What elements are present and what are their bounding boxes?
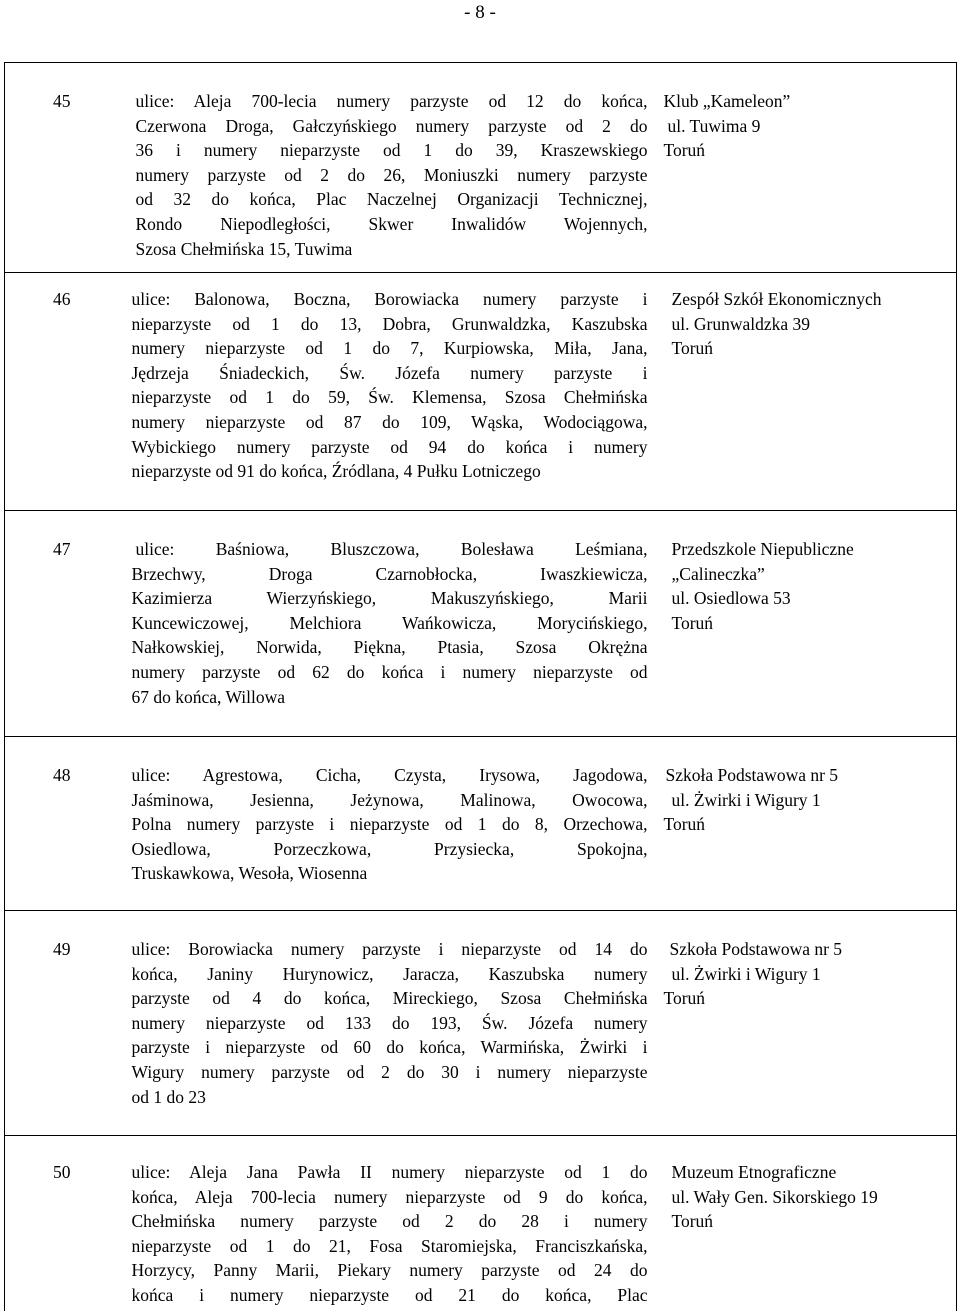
district-number: 45: [5, 63, 122, 273]
streets-line: numery parzyste od 62 do końca i numery nieparzyste od: [131, 661, 648, 682]
streets-line: ulice: Aleja 700-lecia numery parzyste od 12 do końca,: [135, 91, 648, 111]
streets-line: ulice: Aleja Jana Pawła II numery nieparzyste od 1 do: [131, 1162, 648, 1182]
district-number: 48: [5, 737, 122, 911]
streets-line: parzyste od 4 do końca, Mireckiego, Szosa Chełmińska: [131, 988, 648, 1009]
station-address: ul. Wały Gen. Sikorskiego 19: [671, 1186, 878, 1207]
table-row: [5, 737, 957, 911]
polling-station: [656, 1136, 957, 1311]
station-name: Szkoła Podstawowa nr 5: [665, 765, 839, 785]
streets-line: Kuncewiczowej, Melchiora Wańkowicza, Morycińskiego,: [131, 612, 648, 633]
station-name-quoted: „Calineczka”: [671, 563, 765, 584]
streets-line: Jaśminowa, Jesienna, Jeżynowa, Malinowa, Owocowa,: [131, 789, 648, 810]
streets-line: Horzycy, Panny Marii, Piekary numery parzyste od 24 do: [131, 1260, 648, 1281]
streets-line: końca, Janiny Hurynowicz, Jaracza, Kaszubska numery: [131, 963, 648, 984]
streets-line: Nałkowskiej, Norwida, Piękna, Ptasia, Szosa Okrężna: [131, 637, 648, 658]
polling-station: [656, 911, 957, 1136]
station-name: Klub „Kameleon”: [663, 91, 791, 111]
table-row: [5, 1136, 957, 1311]
streets-line: nieparzyste od 91 do końca, Źródlana, 4 Pułku Lotniczego: [131, 461, 541, 482]
streets-line: nieparzyste od 1 do 59, Św. Klemensa, Szosa Chełmińska: [131, 387, 648, 408]
streets-line: Chełmińska numery parzyste od 2 do 28 i numery: [131, 1211, 648, 1232]
streets-line: Osiedlowa, Porzeczkowa, Przysiecka, Spokojna,: [131, 838, 648, 859]
streets-line: 36 i numery nieparzyste od 1 do 39, Kraszewskiego: [135, 140, 648, 161]
streets-line: końca, Aleja 700-lecia numery nieparzyste od 9 do końca,: [131, 1186, 648, 1207]
streets-line: numery parzyste od 2 do 26, Moniuszki numery parzyste: [135, 164, 648, 185]
streets-line: końca i numery nieparzyste od 21 do końca, Plac: [131, 1284, 648, 1305]
district-streets: [122, 1136, 656, 1311]
streets-line: 67 do końca, Willowa: [131, 686, 286, 707]
streets-line: parzyste i nieparzyste od 60 do końca, Warmińska, Żwirki i: [131, 1037, 648, 1058]
streets-line: ulice: Baśniowa, Bluszczowa, Bolesława Leśmiana,: [135, 539, 648, 559]
district-streets: [122, 737, 656, 911]
station-address: ul. Żwirki i Wigury 1: [671, 963, 821, 984]
streets-line: numery nieparzyste od 87 do 109, Wąska, Wodociągowa,: [131, 411, 648, 432]
station-city: Toruń: [663, 140, 706, 161]
district-number: 49: [5, 911, 122, 1136]
district-streets: [122, 511, 656, 737]
district-number: 46: [5, 273, 122, 511]
district-number: 47: [5, 511, 122, 737]
streets-line: nieparzyste od 1 do 21, Fosa Staromiejska, Franciszkańska,: [131, 1235, 648, 1256]
streets-line: Kazimierza Wierzyńskiego, Makuszyńskiego, Marii: [131, 588, 648, 609]
streets-line: Szosa Chełmińska 15, Tuwima: [135, 238, 353, 259]
streets-line: Rondo Niepodległości, Skwer Inwalidów Wojennych,: [135, 213, 648, 234]
station-city: Toruń: [663, 988, 706, 1009]
station-city: Toruń: [671, 1211, 714, 1232]
page-number: - 8 -: [464, 2, 496, 23]
district-streets: [122, 63, 656, 273]
streets-line: ulice: Agrestowa, Cicha, Czysta, Irysowa, Jagodowa,: [131, 765, 648, 785]
streets-line: Brzechwy, Droga Czarnobłocka, Iwaszkiewicza,: [131, 563, 648, 584]
district-number: 50: [5, 1136, 122, 1311]
table-row: [5, 511, 957, 737]
polling-station: [656, 273, 957, 511]
station-city: Toruń: [663, 814, 706, 835]
streets-line: ulice: Borowiacka numery parzyste i nieparzyste od 14 do: [131, 939, 648, 959]
station-name: Muzeum Etnograficzne: [671, 1162, 837, 1182]
table-row: [5, 63, 957, 273]
streets-line: Truskawkowa, Wesoła, Wiosenna: [131, 863, 368, 884]
table-row: [5, 273, 957, 511]
streets-line: Polna numery parzyste i nieparzyste od 1 do 8, Orzechowa,: [131, 814, 648, 835]
station-address: ul. Osiedlowa 53: [671, 588, 791, 609]
station-address: ul. Grunwaldzka 39: [671, 313, 811, 334]
station-address: ul. Żwirki i Wigury 1: [671, 789, 821, 810]
station-name: Zespół Szkół Ekonomicznych: [671, 289, 882, 309]
station-name: Przedszkole Niepubliczne: [671, 539, 854, 559]
polling-station: [656, 511, 957, 737]
station-city: Toruń: [671, 338, 714, 359]
streets-line: nieparzyste od 1 do 13, Dobra, Grunwaldzka, Kaszubska: [131, 313, 648, 334]
station-address: ul. Tuwima 9: [667, 115, 761, 136]
table-row: [5, 911, 957, 1136]
streets-line: Wybickiego numery parzyste od 94 do końca i numery: [131, 436, 648, 457]
polling-station: [656, 737, 957, 911]
streets-line: Jędrzeja Śniadeckich, Św. Józefa numery parzyste i: [131, 362, 648, 383]
district-streets: [122, 911, 656, 1136]
streets-line: numery nieparzyste od 133 do 193, Św. Józefa numery: [131, 1012, 648, 1033]
streets-line: od 1 do 23: [131, 1086, 206, 1107]
districts-table: [4, 62, 957, 1311]
streets-line: ulice: Balonowa, Boczna, Borowiacka numery parzyste i: [131, 289, 648, 309]
station-city: Toruń: [671, 612, 714, 633]
district-streets: [122, 273, 656, 511]
station-name: Szkoła Podstawowa nr 5: [669, 939, 843, 959]
streets-line: od 32 do końca, Plac Naczelnej Organizacji Technicznej,: [135, 189, 648, 210]
streets-line: Czerwona Droga, Gałczyńskiego numery parzyste od 2 do: [135, 115, 648, 136]
polling-station: [656, 63, 957, 273]
streets-line: Wigury numery parzyste od 2 do 30 i numery nieparzyste: [131, 1061, 648, 1082]
streets-line: numery nieparzyste od 1 do 7, Kurpiowska, Miła, Jana,: [131, 338, 648, 359]
